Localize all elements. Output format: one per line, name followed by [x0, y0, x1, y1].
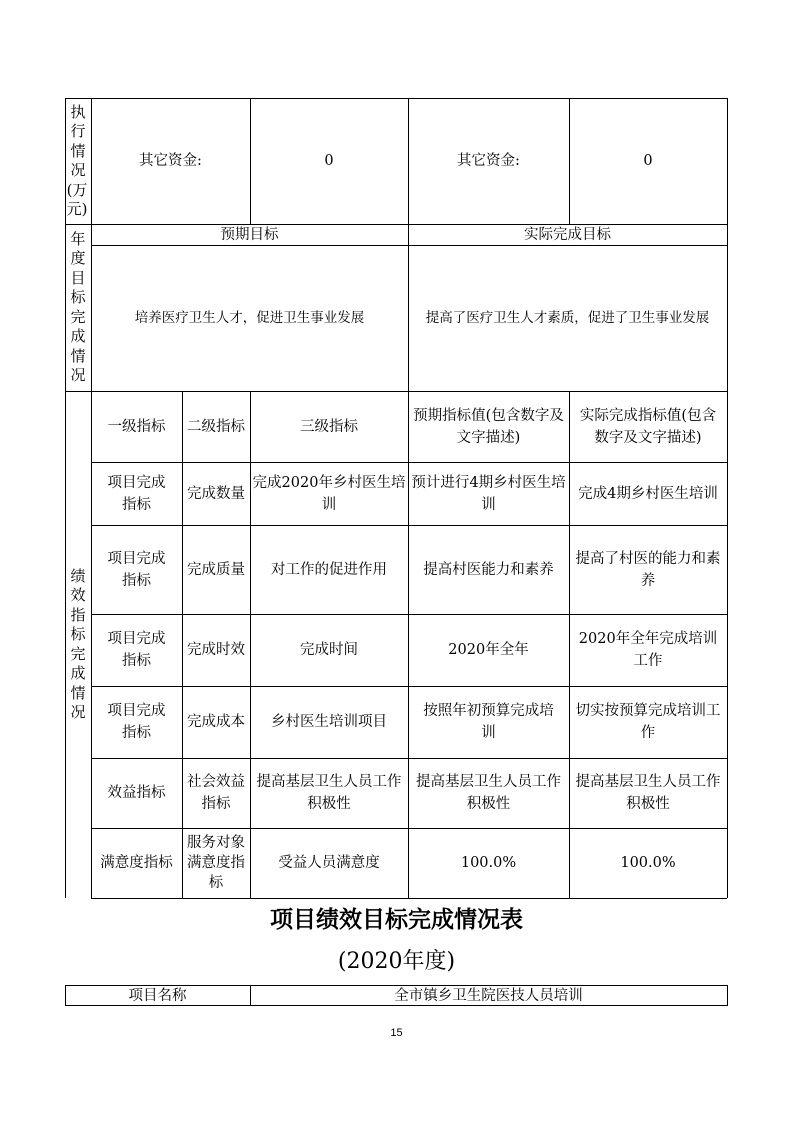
header-expected-value: 预期指标值(包含数字及文字描述): [413, 407, 564, 446]
row4-level1: 项目完成指标: [107, 703, 166, 741]
project-name-value: 全市镇乡卫生院医技人员培训: [394, 987, 583, 1004]
other-funds-label-actual: 其它资金:: [457, 153, 520, 169]
expected-target-header: 预期目标: [220, 226, 279, 243]
label-char: 绩: [70, 566, 86, 585]
label-char: 况: [70, 366, 86, 384]
label-char: 年: [70, 229, 86, 248]
label-char: 成: [70, 327, 86, 345]
annual-section-label: [65, 224, 91, 391]
other-funds-value-actual: 0: [643, 153, 653, 169]
row2-actual: 提高了村医的能力和素养: [575, 550, 721, 589]
actual-target-header: 实际完成目标: [524, 226, 611, 243]
row3-actual: 2020年全年完成培训工作: [578, 631, 718, 669]
next-table-year: (2020年度): [337, 949, 456, 974]
row2-level3: 对工作的促进作用: [271, 561, 387, 578]
label-char: 度: [70, 249, 86, 267]
row3-level2: 完成时效: [187, 642, 245, 658]
label-char: 成: [70, 664, 86, 682]
row6-level1: 满意度指标: [100, 855, 173, 871]
label-char: 情: [70, 683, 86, 702]
label-char: 标: [70, 625, 86, 643]
label-char: 行: [70, 122, 86, 140]
row6-level2: 服务对象满意度指标: [187, 835, 245, 891]
header-level1: 一级指标: [107, 418, 166, 435]
label-char: 元): [66, 200, 88, 218]
row5-level2: 社会效益指标: [187, 774, 245, 812]
label-char: (万: [66, 180, 88, 199]
label-char: 目: [70, 268, 86, 287]
row1-level3: 完成2020年乡村医生培训: [252, 474, 406, 513]
label-char: 完: [70, 307, 86, 326]
label-char: 效: [70, 586, 86, 604]
label-char: 完: [70, 644, 86, 663]
row5-level1: 效益指标: [107, 785, 166, 801]
exec-section-label: [65, 98, 91, 224]
row2-expected: 提高村医能力和素养: [423, 561, 554, 578]
row1-actual: 完成4期乡村医生培训: [578, 485, 718, 502]
row4-expected: 按照年初预算完成培训: [423, 703, 554, 741]
row4-level3: 乡村医生培训项目: [271, 714, 387, 730]
label-char: 况: [70, 703, 86, 721]
header-level2: 二级指标: [187, 418, 245, 435]
row1-level1: 项目完成指标: [107, 474, 166, 513]
label-char: 情: [70, 141, 86, 160]
row5-actual: 提高基层卫生人员工作积极性: [575, 774, 721, 812]
row2-level1: 项目完成指标: [107, 550, 166, 589]
row5-expected: 提高基层卫生人员工作积极性: [416, 774, 561, 812]
row6-expected: 100.0%: [460, 855, 517, 871]
performance-section-label: [65, 391, 91, 898]
next-table-title: 项目绩效目标完成情况表: [270, 907, 523, 933]
project-name-label: 项目名称: [128, 987, 187, 1004]
row3-expected: 2020年全年: [448, 642, 529, 658]
page-number: 15: [390, 1027, 403, 1039]
label-char: 标: [70, 288, 86, 306]
label-char: 执: [70, 102, 86, 121]
other-funds-label-expected: 其它资金:: [139, 153, 202, 169]
row3-level1: 项目完成指标: [107, 631, 166, 669]
row6-level3: 受益人员满意度: [278, 855, 380, 871]
label-char: 况: [70, 161, 86, 179]
row1-expected: 预计进行4期乡村医生培训: [411, 474, 566, 513]
header-actual-value: 实际完成指标值(包含数字及文字描述): [579, 407, 717, 446]
row5-level3: 提高基层卫生人员工作积极性: [256, 774, 402, 812]
row6-actual: 100.0%: [620, 855, 676, 871]
row1-level2: 完成数量: [187, 485, 245, 502]
expected-target-text: 培养医疗卫生人才，促进卫生事业发展: [134, 310, 365, 326]
row4-actual: 切实按预算完成培训工作: [575, 703, 721, 741]
actual-target-text: 提高了医疗卫生人才素质，促进了卫生事业发展: [425, 310, 710, 326]
row3-level3: 完成时间: [300, 642, 358, 658]
label-char: 指: [70, 605, 86, 624]
header-level3: 三级指标: [300, 418, 358, 435]
label-char: 情: [70, 346, 86, 365]
row2-level2: 完成质量: [187, 561, 245, 578]
other-funds-value-expected: 0: [324, 153, 334, 169]
row4-level2: 完成成本: [187, 714, 245, 730]
